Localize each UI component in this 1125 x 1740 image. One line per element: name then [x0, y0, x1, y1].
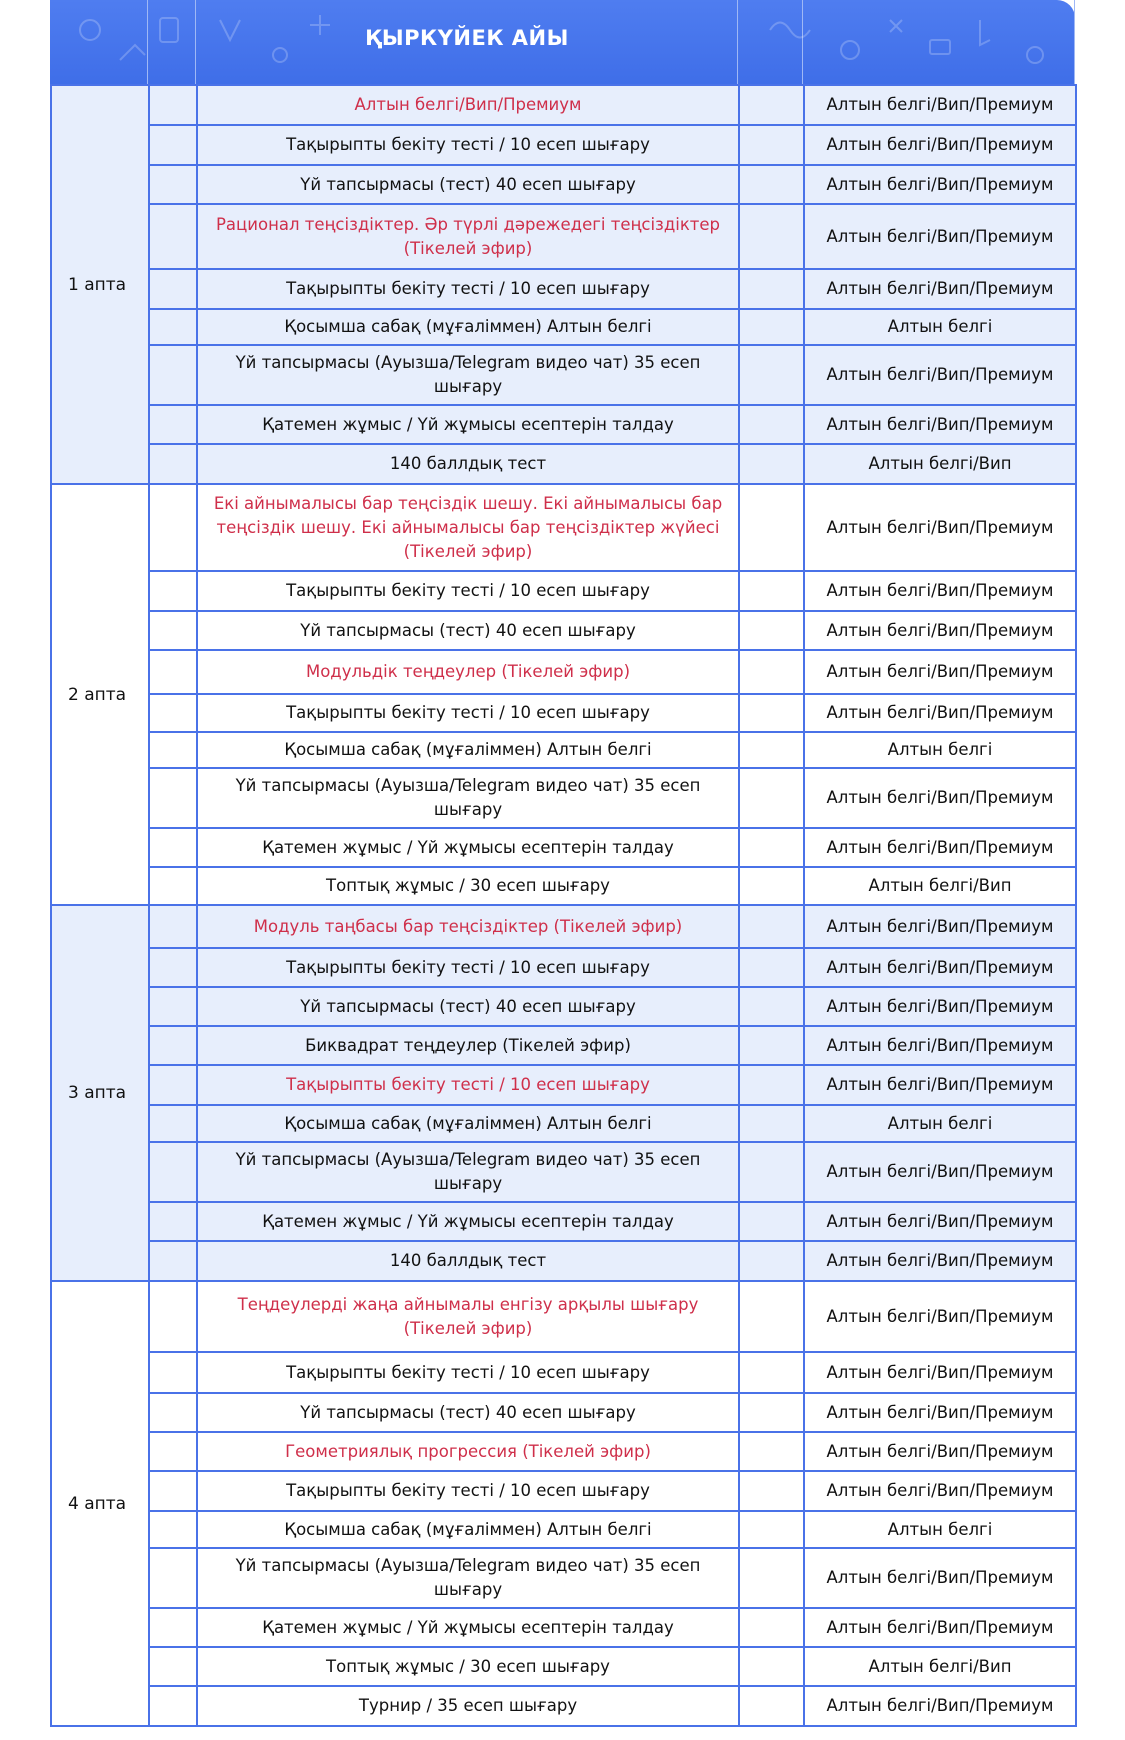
empty-cell	[739, 1511, 804, 1548]
empty-cell	[739, 828, 804, 867]
access-cell: Алтын белгі	[804, 732, 1076, 768]
table-row	[51, 165, 1076, 204]
table-row	[51, 1432, 1076, 1471]
access-cell: Алтын белгі/Вип/Премиум	[804, 694, 1076, 732]
access-cell: Алтын белгі/Вип/Премиум	[804, 125, 1076, 165]
access-cell: Алтын белгі/Вип/Премиум	[804, 1471, 1076, 1511]
table-row	[51, 444, 1076, 484]
header-cell-blank	[148, 0, 196, 84]
empty-cell	[739, 768, 804, 828]
week-label: 3 апта	[51, 905, 149, 1281]
access-cell: Алтын белгі/Вип/Премиум	[804, 571, 1076, 611]
empty-cell	[149, 204, 197, 269]
table-row	[51, 1686, 1076, 1726]
empty-cell	[739, 987, 804, 1026]
empty-cell	[739, 694, 804, 732]
topic-cell: Тақырыпты бекіту тесті / 10 есеп шығару	[197, 948, 739, 987]
access-cell: Алтын белгі	[804, 309, 1076, 345]
empty-cell	[149, 345, 197, 405]
topic-cell: Үй тапсырмасы (тест) 40 есеп шығару	[197, 987, 739, 1026]
access-cell: Алтын белгі/Вип/Премиум	[804, 828, 1076, 867]
topic-cell: Теңдеулерді жаңа айнымалы енгізу арқылы шығару (Тікелей эфир)	[197, 1281, 739, 1352]
access-cell: Алтын белгі/Вип/Премиум	[804, 768, 1076, 828]
empty-cell	[739, 1393, 804, 1432]
empty-cell	[739, 1065, 804, 1105]
empty-cell	[149, 165, 197, 204]
empty-cell	[739, 269, 804, 309]
topic-cell: Биквадрат теңдеулер (Тікелей эфир)	[197, 1026, 739, 1065]
table-row	[51, 650, 1076, 694]
access-cell: Алтын белгі/Вип/Премиум	[804, 1686, 1076, 1726]
empty-cell	[149, 1432, 197, 1471]
empty-cell	[149, 768, 197, 828]
empty-cell	[739, 571, 804, 611]
access-cell: Алтын белгі/Вип/Премиум	[804, 165, 1076, 204]
topic-cell: Тақырыпты бекіту тесті / 10 есеп шығару	[197, 269, 739, 309]
topic-cell: Үй тапсырмасы (Ауызша/Telegram видео чат) 35 есеп шығару	[197, 345, 739, 405]
empty-cell	[739, 948, 804, 987]
empty-cell	[149, 1352, 197, 1393]
empty-cell	[739, 165, 804, 204]
topic-cell: Қосымша сабақ (мұғаліммен) Алтын белгі	[197, 1105, 739, 1142]
topic-cell: 140 баллдық тест	[197, 444, 739, 484]
empty-cell	[739, 1352, 804, 1393]
access-cell: Алтын белгі/Вип/Премиум	[804, 1608, 1076, 1647]
table-row	[51, 125, 1076, 165]
header-cell-week	[50, 0, 148, 84]
access-cell: Алтын белгі/Вип/Премиум	[804, 650, 1076, 694]
access-cell: Алтын белгі/Вип/Премиум	[804, 85, 1076, 125]
access-cell: Алтын белгі/Вип	[804, 867, 1076, 905]
empty-cell	[149, 1393, 197, 1432]
empty-cell	[149, 1026, 197, 1065]
empty-cell	[149, 694, 197, 732]
table-row	[51, 1065, 1076, 1105]
topic-cell: Үй тапсырмасы (Ауызша/Telegram видео чат) 35 есеп шығару	[197, 768, 739, 828]
access-cell: Алтын белгі/Вип	[804, 1647, 1076, 1686]
empty-cell	[739, 85, 804, 125]
empty-cell	[149, 444, 197, 484]
access-cell: Алтын белгі/Вип/Премиум	[804, 269, 1076, 309]
empty-cell	[149, 732, 197, 768]
empty-cell	[149, 1241, 197, 1281]
empty-cell	[149, 611, 197, 650]
access-cell: Алтын белгі/Вип/Премиум	[804, 1241, 1076, 1281]
page-title: ҚЫРКҮЙЕК АЙЫ	[365, 26, 569, 50]
empty-cell	[149, 1686, 197, 1726]
table-row	[51, 1142, 1076, 1202]
access-cell: Алтын белгі/Вип/Премиум	[804, 345, 1076, 405]
empty-cell	[149, 867, 197, 905]
empty-cell	[739, 1432, 804, 1471]
empty-cell	[149, 828, 197, 867]
topic-cell: Геометриялық прогрессия (Тікелей эфир)	[197, 1432, 739, 1471]
empty-cell	[149, 484, 197, 571]
table-row	[51, 828, 1076, 867]
empty-cell	[149, 650, 197, 694]
access-cell: Алтын белгі/Вип/Премиум	[804, 1393, 1076, 1432]
topic-cell: Қосымша сабақ (мұғаліммен) Алтын белгі	[197, 1511, 739, 1548]
empty-cell	[149, 905, 197, 948]
access-cell: Алтын белгі/Вип/Премиум	[804, 405, 1076, 444]
topic-cell: Үй тапсырмасы (тест) 40 есеп шығару	[197, 165, 739, 204]
empty-cell	[739, 444, 804, 484]
table-row	[51, 867, 1076, 905]
empty-cell	[739, 1548, 804, 1608]
topic-cell: Тақырыпты бекіту тесті / 10 есеп шығару	[197, 1065, 739, 1105]
table-row	[51, 1202, 1076, 1241]
topic-cell: Қосымша сабақ (мұғаліммен) Алтын белгі	[197, 732, 739, 768]
table-row	[51, 269, 1076, 309]
empty-cell	[739, 1105, 804, 1142]
empty-cell	[149, 1281, 197, 1352]
empty-cell	[739, 905, 804, 948]
schedule-header	[50, 0, 1075, 84]
table-row	[51, 1281, 1076, 1352]
topic-cell: Тақырыпты бекіту тесті / 10 есеп шығару	[197, 1352, 739, 1393]
empty-cell	[149, 1511, 197, 1548]
empty-cell	[149, 269, 197, 309]
week-label: 2 апта	[51, 484, 149, 905]
empty-cell	[739, 484, 804, 571]
table-row	[51, 1647, 1076, 1686]
access-cell: Алтын белгі/Вип/Премиум	[804, 905, 1076, 948]
empty-cell	[739, 650, 804, 694]
topic-cell: Үй тапсырмасы (Ауызша/Telegram видео чат) 35 есеп шығару	[197, 1142, 739, 1202]
empty-cell	[739, 309, 804, 345]
topic-cell: Алтын белгі/Вип/Премиум	[197, 85, 739, 125]
access-cell: Алтын белгі/Вип/Премиум	[804, 1281, 1076, 1352]
access-cell: Алтын белгі/Вип	[804, 444, 1076, 484]
empty-cell	[739, 1241, 804, 1281]
table-row	[51, 484, 1076, 571]
table-row	[51, 571, 1076, 611]
access-cell: Алтын белгі/Вип/Премиум	[804, 1202, 1076, 1241]
access-cell: Алтын белгі/Вип/Премиум	[804, 1352, 1076, 1393]
topic-cell: Модульдік теңдеулер (Тікелей эфир)	[197, 650, 739, 694]
table-row	[51, 1105, 1076, 1142]
table-row	[51, 405, 1076, 444]
access-cell: Алтын белгі/Вип/Премиум	[804, 1432, 1076, 1471]
access-cell: Алтын белгі/Вип/Премиум	[804, 204, 1076, 269]
topic-cell: Үй тапсырмасы (тест) 40 есеп шығару	[197, 1393, 739, 1432]
table-row	[51, 1393, 1076, 1432]
table-row	[51, 768, 1076, 828]
access-cell: Алтын белгі/Вип/Премиум	[804, 611, 1076, 650]
empty-cell	[149, 1065, 197, 1105]
empty-cell	[149, 571, 197, 611]
table-row	[51, 204, 1076, 269]
table-row	[51, 309, 1076, 345]
empty-cell	[739, 1026, 804, 1065]
topic-cell: 140 баллдық тест	[197, 1241, 739, 1281]
table-row	[51, 1026, 1076, 1065]
topic-cell: Қатемен жұмыс / Үй жұмысы есептерін талдау	[197, 405, 739, 444]
access-cell: Алтын белгі	[804, 1511, 1076, 1548]
empty-cell	[739, 611, 804, 650]
topic-cell: Қатемен жұмыс / Үй жұмысы есептерін талдау	[197, 1608, 739, 1647]
table-row	[51, 611, 1076, 650]
table-row	[51, 1548, 1076, 1608]
table-row	[51, 1241, 1076, 1281]
table-row	[51, 85, 1076, 125]
access-cell: Алтын белгі/Вип/Премиум	[804, 1548, 1076, 1608]
table-row	[51, 987, 1076, 1026]
empty-cell	[739, 1471, 804, 1511]
access-cell: Алтын белгі/Вип/Премиум	[804, 987, 1076, 1026]
empty-cell	[149, 948, 197, 987]
table-row	[51, 905, 1076, 948]
table-row	[51, 1352, 1076, 1393]
empty-cell	[149, 1142, 197, 1202]
empty-cell	[739, 732, 804, 768]
empty-cell	[149, 1105, 197, 1142]
empty-cell	[149, 1548, 197, 1608]
topic-cell: Қосымша сабақ (мұғаліммен) Алтын белгі	[197, 309, 739, 345]
table-row	[51, 948, 1076, 987]
header-cell-access	[803, 0, 1075, 84]
table-row	[51, 1511, 1076, 1548]
access-cell: Алтын белгі/Вип/Премиум	[804, 948, 1076, 987]
topic-cell: Қатемен жұмыс / Үй жұмысы есептерін талдау	[197, 828, 739, 867]
table-row	[51, 1471, 1076, 1511]
empty-cell	[149, 1202, 197, 1241]
empty-cell	[739, 867, 804, 905]
topic-cell: Тақырыпты бекіту тесті / 10 есеп шығару	[197, 125, 739, 165]
empty-cell	[149, 405, 197, 444]
table-row	[51, 732, 1076, 768]
empty-cell	[739, 1142, 804, 1202]
topic-cell: Топтық жұмыс / 30 есеп шығару	[197, 867, 739, 905]
access-cell: Алтын белгі/Вип/Премиум	[804, 1065, 1076, 1105]
topic-cell: Екі айнымалысы бар теңсіздік шешу. Екі айнымалысы бар теңсіздік шешу. Екі айнымалысы бар теңсіздіктер жүйесі (Тікелей эфир)	[197, 484, 739, 571]
topic-cell: Турнир / 35 есеп шығару	[197, 1686, 739, 1726]
empty-cell	[739, 1202, 804, 1241]
empty-cell	[739, 345, 804, 405]
empty-cell	[149, 987, 197, 1026]
topic-cell: Қатемен жұмыс / Үй жұмысы есептерін талдау	[197, 1202, 739, 1241]
empty-cell	[739, 125, 804, 165]
topic-cell: Үй тапсырмасы (тест) 40 есеп шығару	[197, 611, 739, 650]
topic-cell: Тақырыпты бекіту тесті / 10 есеп шығару	[197, 1471, 739, 1511]
empty-cell	[149, 309, 197, 345]
schedule-sheet	[50, 0, 1075, 1727]
topic-cell: Рационал теңсіздіктер. Әр түрлі дәрежедегі теңсіздіктер (Тікелей эфир)	[197, 204, 739, 269]
table-row	[51, 345, 1076, 405]
schedule-table	[50, 84, 1077, 1727]
empty-cell	[739, 1647, 804, 1686]
week-label: 4 апта	[51, 1281, 149, 1726]
header-cell-blank-2	[738, 0, 803, 84]
access-cell: Алтын белгі/Вип/Премиум	[804, 1026, 1076, 1065]
table-row	[51, 1608, 1076, 1647]
access-cell: Алтын белгі/Вип/Премиум	[804, 1142, 1076, 1202]
topic-cell: Модуль таңбасы бар теңсіздіктер (Тікелей эфир)	[197, 905, 739, 948]
topic-cell: Тақырыпты бекіту тесті / 10 есеп шығару	[197, 694, 739, 732]
topic-cell: Топтық жұмыс / 30 есеп шығару	[197, 1647, 739, 1686]
empty-cell	[739, 204, 804, 269]
empty-cell	[149, 1471, 197, 1511]
empty-cell	[739, 1281, 804, 1352]
empty-cell	[149, 125, 197, 165]
empty-cell	[149, 85, 197, 125]
access-cell: Алтын белгі	[804, 1105, 1076, 1142]
table-row	[51, 694, 1076, 732]
empty-cell	[739, 1686, 804, 1726]
week-label: 1 апта	[51, 85, 149, 484]
access-cell: Алтын белгі/Вип/Премиум	[804, 484, 1076, 571]
topic-cell: Тақырыпты бекіту тесті / 10 есеп шығару	[197, 571, 739, 611]
empty-cell	[739, 1608, 804, 1647]
empty-cell	[149, 1608, 197, 1647]
empty-cell	[149, 1647, 197, 1686]
topic-cell: Үй тапсырмасы (Ауызша/Telegram видео чат) 35 есеп шығару	[197, 1548, 739, 1608]
empty-cell	[739, 405, 804, 444]
